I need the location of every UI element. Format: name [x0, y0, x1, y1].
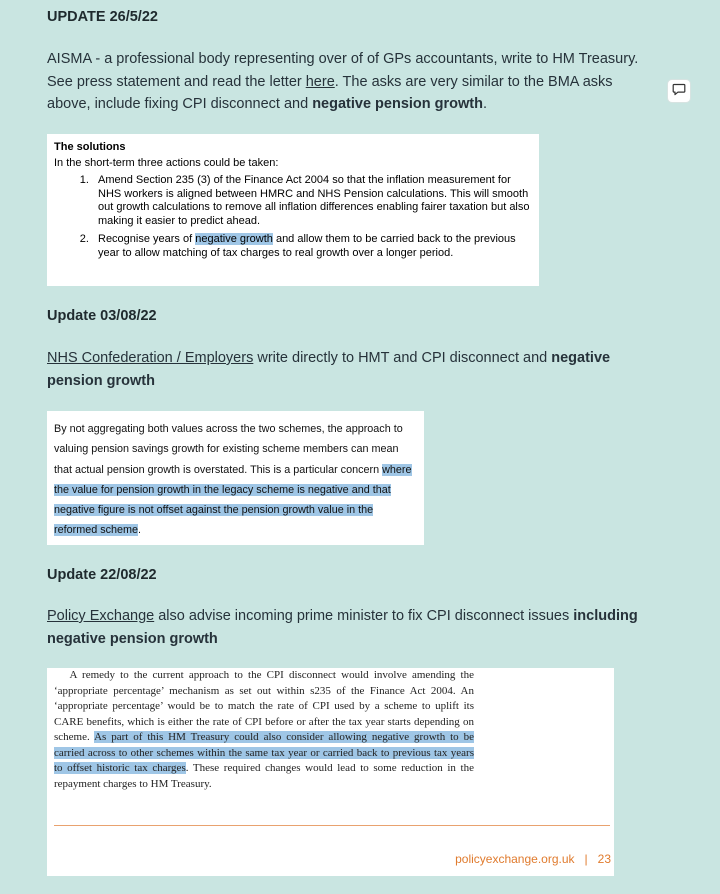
here-link[interactable]: here [305, 73, 335, 90]
solutions-list [54, 174, 532, 260]
policy-exchange-text [54, 668, 474, 792]
paragraph-bold: including negative pension growth [47, 608, 638, 647]
paragraph-text: AISMA - a professional body representing over of of GPs accountants, write to HM Treasury. See press statement and read the letter [47, 51, 639, 90]
update-heading-3: Update 22/08/22 [47, 567, 157, 583]
highlighted-text: where the value for pension growth in the legacy scheme is negative and that negative figure is not offset against the pension growth value in the reformed scheme [54, 463, 412, 537]
confederation-image [47, 411, 424, 545]
solutions-image [47, 134, 539, 286]
paragraph-bold: negative pension growth [312, 96, 483, 112]
solutions-title: The solutions [54, 141, 126, 153]
item-text: Recognise years of [98, 233, 196, 245]
item-text: and allow them to be carried back to the previous year to allow matching of tax charges to real growth over a longer period. [98, 233, 516, 259]
solutions-item-2 [92, 233, 532, 260]
nhs-confederation-link[interactable]: NHS Confederation / Employers [47, 350, 254, 366]
footer-divider [54, 825, 610, 826]
image-text: . [138, 524, 142, 537]
solutions-intro: In the short-term three actions could be taken: [54, 157, 279, 169]
paragraph-text: . [483, 96, 488, 112]
update-paragraph-3 [47, 605, 647, 650]
policy-exchange-link[interactable]: Policy Exchange [47, 608, 155, 624]
policy-exchange-image [47, 668, 614, 876]
footer-separator: | [584, 852, 588, 866]
comment-button[interactable] [667, 79, 691, 103]
paragraph-bold: negative pension growth [47, 350, 611, 389]
image-text: By not aggregating both values across the two schemes, the approach to valuing pension savings growth for existing scheme members can mean that actual pension growth is overstated. This is a particular concern [54, 423, 403, 476]
highlighted-text: As part of this HM Treasury could also consider allowing negative growth to be carried across to other schemes within the same tax year or carried back to previous tax years to offset historic tax charges [54, 731, 474, 774]
confederation-text [54, 419, 417, 541]
page-footer [455, 852, 611, 866]
image-text: A remedy to the current approach to the CPI disconnect would involve amending the ‘appropriate percentage’ mechanism as set out within s235 of the Finance Act 2004. An ‘appropriate percentage’ would be to match the rate of CPI used by a scheme to uplift its CARE benefits, which is either the rate of CPI before or after the tax year starts depending on scheme. [54, 669, 474, 743]
image-text: . These required changes would lead to some reduction in the repayment charges to HM Treasury. [54, 762, 474, 790]
update-heading-2: Update 03/08/22 [47, 308, 157, 324]
paragraph-text: . The asks are very similar to the BMA asks above, include fixing CPI disconnect and [47, 73, 613, 112]
comment-icon [672, 82, 686, 101]
footer-site: policyexchange.org.uk [455, 852, 575, 866]
footer-page-number: 23 [597, 852, 611, 866]
update-heading-1: UPDATE 26/5/22 [47, 9, 158, 25]
update-paragraph-2 [47, 347, 647, 392]
highlighted-text: negative growth [195, 233, 273, 245]
paragraph-text: write directly to HMT and CPI disconnect and [253, 350, 552, 366]
paragraph-text: also advise incoming prime minister to fix CPI disconnect issues [154, 608, 574, 624]
solutions-item-1: 1. Amend Section 235 (3) of the Finance Act 2004 so that the inflation measurement for NHS workers is aligned between HMRC and NHS Pension calculations. This will smooth out growth calculations to remove all inflation differences enabling fairer taxation but also making it easier to predict ahead. [92, 174, 532, 228]
update-paragraph-1 [47, 48, 647, 116]
